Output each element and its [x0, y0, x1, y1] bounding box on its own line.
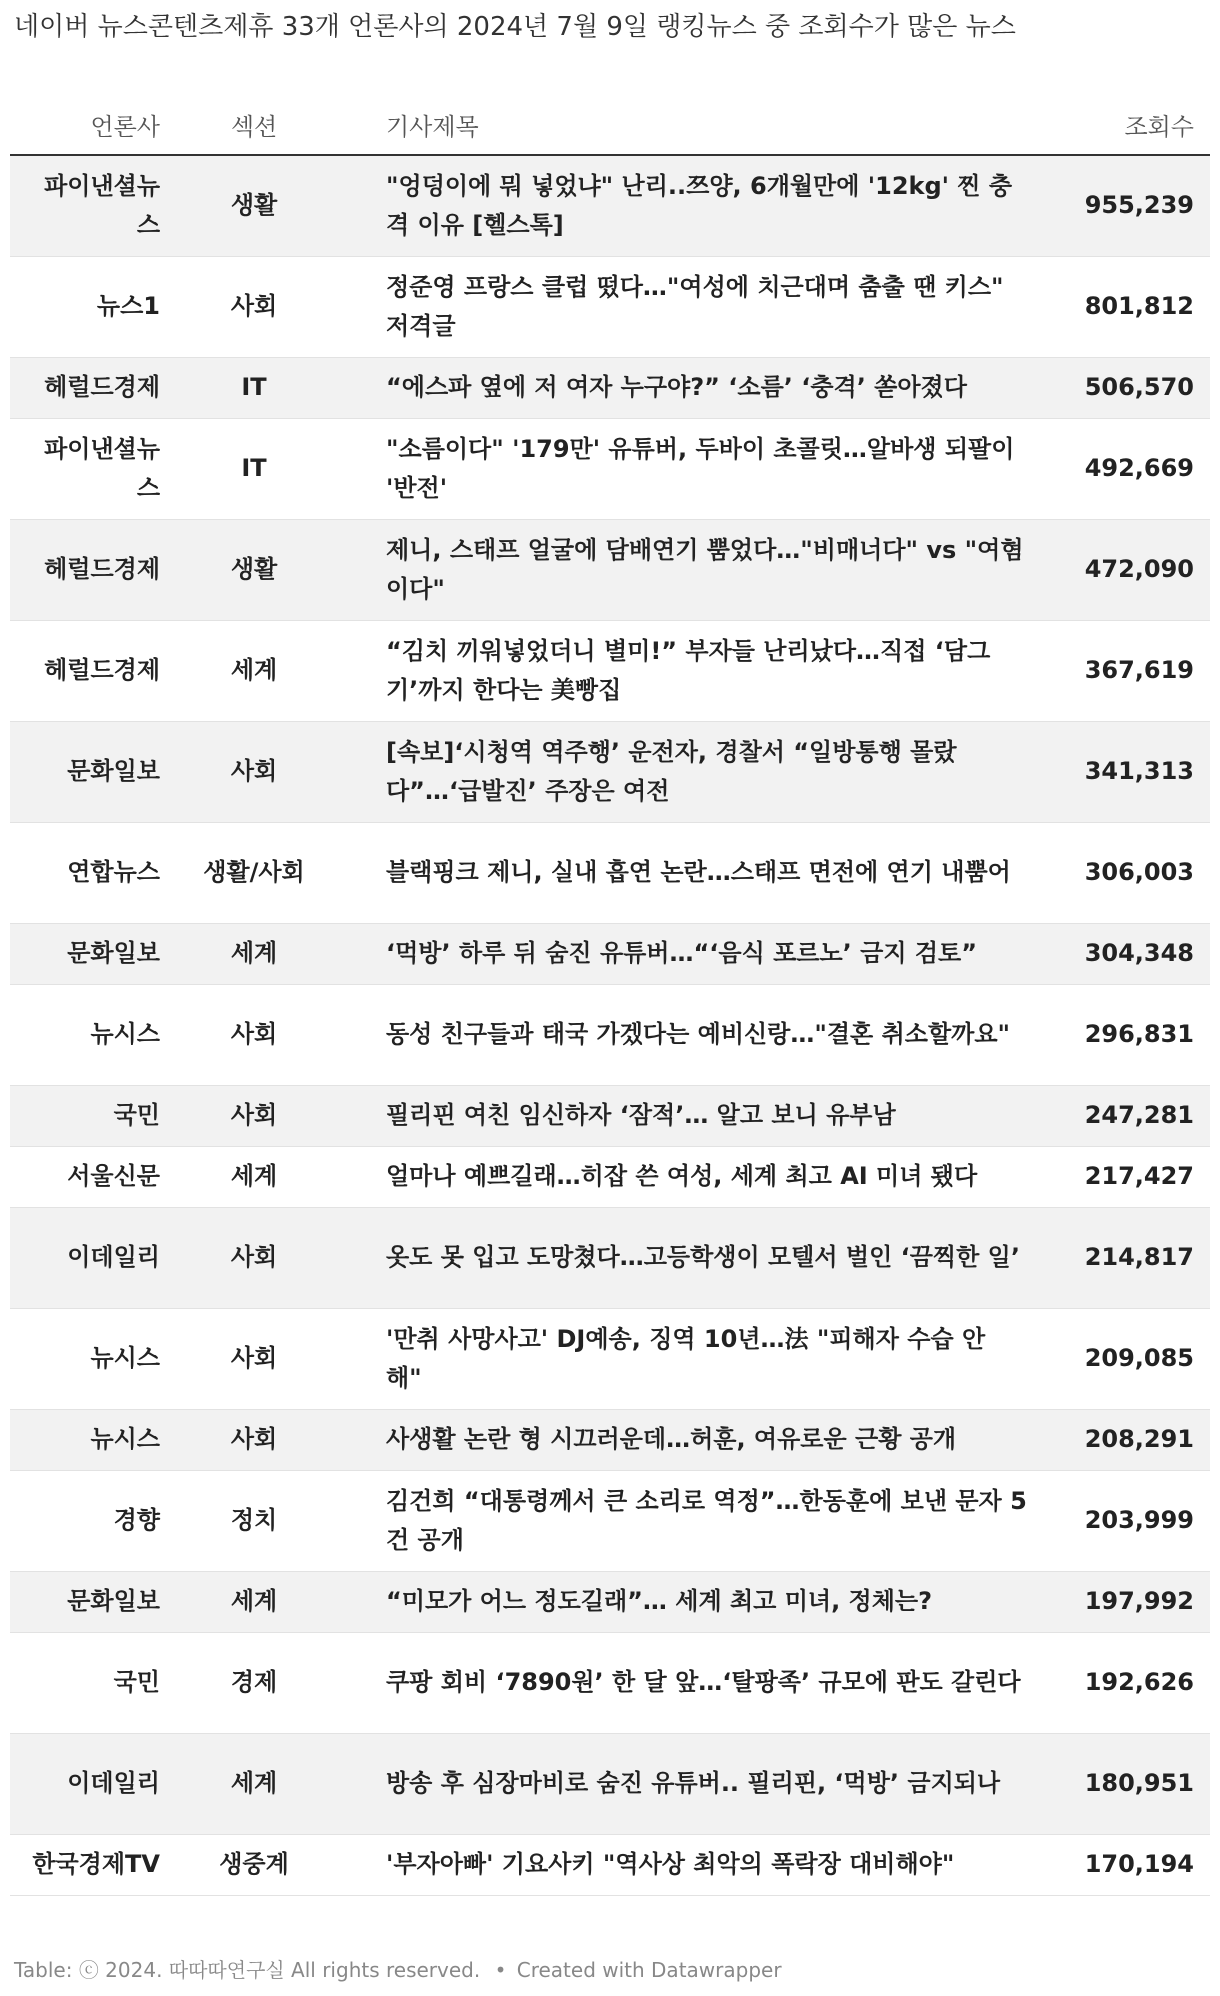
section-cell: 사회: [176, 721, 332, 822]
headline-cell: 김건희 “대통령께서 큰 소리로 역정”…한동훈에 보낸 문자 5건 공개: [332, 1470, 1062, 1571]
column-header-headline[interactable]: 기사제목: [332, 94, 1062, 155]
headline-cell: 정준영 프랑스 클럽 떴다…"여성에 치근대며 춤출 땐 키스" 저격글: [332, 256, 1062, 357]
table-row: [10, 155, 1210, 256]
headline-cell: '부자아빠' 기요사키 "역사상 최악의 폭락장 대비해야": [332, 1834, 1062, 1895]
headline-cell: 쿠팡 회비 ‘7890원’ 한 달 앞…‘탈팡족’ 규모에 판도 갈린다: [332, 1632, 1062, 1733]
section-cell: 사회: [176, 984, 332, 1085]
headline-cell: ‘먹방’ 하루 뒤 숨진 유튜버…“‘음식 포르노’ 금지 검토”: [332, 923, 1062, 984]
table-row: [10, 721, 1210, 822]
headline-cell: 블랙핑크 제니, 실내 흡연 논란…스태프 면전에 연기 내뿜어: [332, 822, 1062, 923]
views-cell: 209,085: [1062, 1308, 1210, 1409]
headline-cell: 얼마나 예쁘길래…히잡 쓴 여성, 세계 최고 AI 미녀 됐다: [332, 1146, 1062, 1207]
press-cell: 헤럴드경제: [10, 620, 176, 721]
headline-cell: "엉덩이에 뭐 넣었냐" 난리..쯔양, 6개월만에 '12kg' 찐 충격 이유 [헬스톡]: [332, 155, 1062, 256]
table-row: [10, 1834, 1210, 1895]
press-cell: 뉴시스: [10, 1409, 176, 1470]
press-cell: 문화일보: [10, 721, 176, 822]
table-row: [10, 984, 1210, 1085]
table-row: [10, 620, 1210, 721]
headline-cell: [속보]‘시청역 역주행’ 운전자, 경찰서 “일방통행 몰랐다”…‘급발진’ 주장은 여전: [332, 721, 1062, 822]
section-cell: IT: [176, 357, 332, 418]
section-cell: 정치: [176, 1470, 332, 1571]
views-cell: 492,669: [1062, 418, 1210, 519]
views-cell: 296,831: [1062, 984, 1210, 1085]
views-cell: 214,817: [1062, 1207, 1210, 1308]
press-cell: 파이낸셜뉴스: [10, 418, 176, 519]
views-cell: 304,348: [1062, 923, 1210, 984]
column-header-press[interactable]: 언론사: [10, 94, 176, 155]
section-cell: 사회: [176, 1409, 332, 1470]
table-row: [10, 1146, 1210, 1207]
views-cell: 180,951: [1062, 1733, 1210, 1834]
footer-separator: •: [494, 1958, 507, 1982]
footer: [14, 1956, 782, 1984]
table-row: [10, 1085, 1210, 1146]
press-cell: 뉴스1: [10, 256, 176, 357]
table-body: [10, 155, 1210, 1895]
headline-cell: 사생활 논란 형 시끄러운데…허훈, 여유로운 근황 공개: [332, 1409, 1062, 1470]
views-cell: 367,619: [1062, 620, 1210, 721]
section-cell: 세계: [176, 1146, 332, 1207]
press-cell: 뉴시스: [10, 1308, 176, 1409]
press-cell: 국민: [10, 1632, 176, 1733]
views-cell: 217,427: [1062, 1146, 1210, 1207]
views-cell: 170,194: [1062, 1834, 1210, 1895]
headline-cell: 동성 친구들과 태국 가겠다는 예비신랑…"결혼 취소할까요": [332, 984, 1062, 1085]
views-cell: 341,313: [1062, 721, 1210, 822]
table-row: [10, 1632, 1210, 1733]
section-cell: 생활/사회: [176, 822, 332, 923]
table-row: [10, 1308, 1210, 1409]
press-cell: 경향: [10, 1470, 176, 1571]
table-row: [10, 357, 1210, 418]
press-cell: 헤럴드경제: [10, 519, 176, 620]
section-cell: IT: [176, 418, 332, 519]
views-cell: 203,999: [1062, 1470, 1210, 1571]
section-cell: 세계: [176, 620, 332, 721]
table-row: [10, 256, 1210, 357]
headline-cell: 옷도 못 입고 도망쳤다…고등학생이 모텔서 벌인 ‘끔찍한 일’: [332, 1207, 1062, 1308]
section-cell: 세계: [176, 1733, 332, 1834]
section-cell: 경제: [176, 1632, 332, 1733]
section-cell: 생활: [176, 155, 332, 256]
views-cell: 306,003: [1062, 822, 1210, 923]
table-row: [10, 822, 1210, 923]
press-cell: 이데일리: [10, 1733, 176, 1834]
press-cell: 한국경제TV: [10, 1834, 176, 1895]
headline-cell: 필리핀 여친 임신하자 ‘잠적’… 알고 보니 유부남: [332, 1085, 1062, 1146]
section-cell: 생활: [176, 519, 332, 620]
views-cell: 197,992: [1062, 1571, 1210, 1632]
headline-cell: "소름이다" '179만' 유튜버, 두바이 초콜릿…알바생 되팔이 '반전': [332, 418, 1062, 519]
column-header-section[interactable]: 섹션: [176, 94, 332, 155]
table-row: [10, 418, 1210, 519]
section-cell: 세계: [176, 923, 332, 984]
press-cell: 서울신문: [10, 1146, 176, 1207]
views-cell: 955,239: [1062, 155, 1210, 256]
views-cell: 506,570: [1062, 357, 1210, 418]
footer-credit-link[interactable]: Created with Datawrapper: [516, 1958, 782, 1982]
ranking-news-table: [10, 94, 1210, 1896]
headline-cell: “미모가 어느 정도길래”… 세계 최고 미녀, 정체는?: [332, 1571, 1062, 1632]
views-cell: 208,291: [1062, 1409, 1210, 1470]
section-cell: 사회: [176, 1207, 332, 1308]
table-row: [10, 1207, 1210, 1308]
section-cell: 사회: [176, 1308, 332, 1409]
table-row: [10, 923, 1210, 984]
table-row: [10, 519, 1210, 620]
table-header-row: [10, 94, 1210, 155]
table-row: [10, 1733, 1210, 1834]
views-cell: 192,626: [1062, 1632, 1210, 1733]
press-cell: 문화일보: [10, 923, 176, 984]
press-cell: 뉴시스: [10, 984, 176, 1085]
press-cell: 파이낸셜뉴스: [10, 155, 176, 256]
section-cell: 사회: [176, 256, 332, 357]
headline-cell: “김치 끼워넣었더니 별미!” 부자들 난리났다…직접 ‘담그기’까지 한다는 美빵집: [332, 620, 1062, 721]
column-header-views[interactable]: 조회수: [1062, 94, 1210, 155]
section-cell: 생중계: [176, 1834, 332, 1895]
table-row: [10, 1571, 1210, 1632]
press-cell: 국민: [10, 1085, 176, 1146]
views-cell: 801,812: [1062, 256, 1210, 357]
headline-cell: 방송 후 심장마비로 숨진 유튜버.. 필리핀, ‘먹방’ 금지되나: [332, 1733, 1062, 1834]
section-cell: 세계: [176, 1571, 332, 1632]
views-cell: 247,281: [1062, 1085, 1210, 1146]
footer-source: Table: ⓒ 2024. 따따따연구실 All rights reserved.: [14, 1958, 481, 1982]
table-row: [10, 1470, 1210, 1571]
views-cell: 472,090: [1062, 519, 1210, 620]
press-cell: 연합뉴스: [10, 822, 176, 923]
press-cell: 문화일보: [10, 1571, 176, 1632]
press-cell: 헤럴드경제: [10, 357, 176, 418]
section-cell: 사회: [176, 1085, 332, 1146]
press-cell: 이데일리: [10, 1207, 176, 1308]
table-row: [10, 1409, 1210, 1470]
headline-cell: 제니, 스태프 얼굴에 담배연기 뿜었다…"비매너다" vs "여혐이다": [332, 519, 1062, 620]
chart-title: 네이버 뉴스콘텐츠제휴 33개 언론사의 2024년 7월 9일 랭킹뉴스 중 조회수가 많은 뉴스: [14, 12, 1016, 42]
headline-cell: '만취 사망사고' DJ예송, 징역 10년…法 "피해자 수습 안 해": [332, 1308, 1062, 1409]
headline-cell: “에스파 옆에 저 여자 누구야?” ‘소름’ ‘충격’ 쏟아졌다: [332, 357, 1062, 418]
